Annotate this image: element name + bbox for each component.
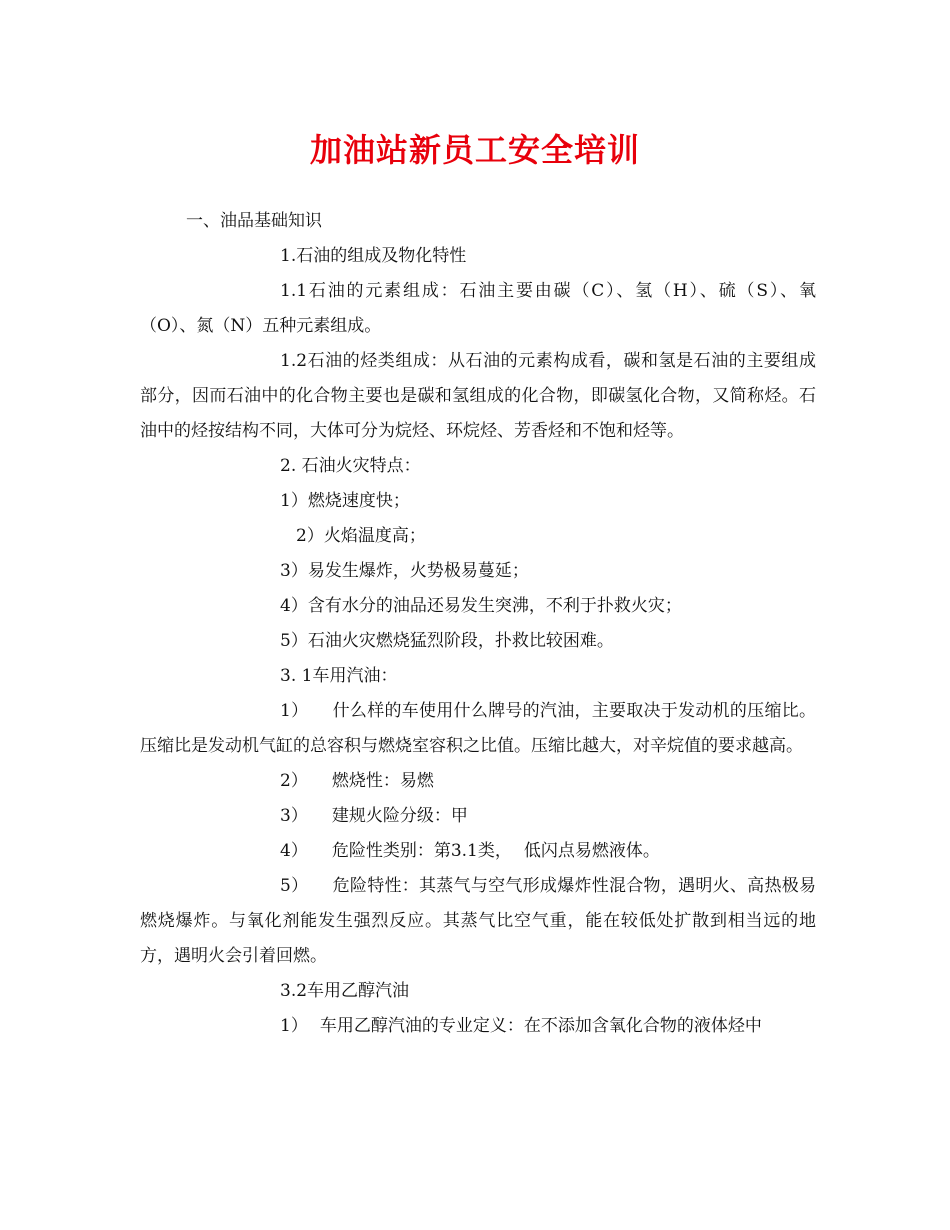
list-number: 1）	[280, 1016, 308, 1036]
list-item: 2）火焰温度高；	[296, 526, 426, 546]
paragraph-1-2: 1.2石油的烃类组成：从石油的元素构成看，碳和氢是石油的主要组成部分，因而石油中的化合物主要也是碳和氢组成的化合物，即碳氢化合物，又简称烃。石油中的烃按结构不同，大体可分为烷烃、环烷烃、芳香烃和不饱和烃等。	[140, 351, 816, 441]
paragraph-1-1: 1.1石油的元素组成：石油主要由碳（C）、氢（H）、硫（S）、氧（O）、氮（N）五种元素组成。	[140, 281, 816, 336]
list-item	[140, 834, 816, 869]
list-number: 3）	[280, 806, 308, 826]
list-item	[140, 1009, 816, 1044]
list-item: 4）含有水分的油品还易发生突沸，不利于扑救火灾；	[280, 596, 682, 616]
list-number: 2）	[280, 771, 308, 791]
list-item: 3）易发生爆炸，火势极易蔓延；	[280, 561, 529, 581]
list-number: 1）	[280, 701, 309, 721]
subsection-heading-3-2: 3.2车用乙醇汽油	[280, 981, 410, 1001]
document-title: 加油站新员工安全培训	[309, 131, 640, 169]
list-item: 1）燃烧速度快；	[280, 491, 410, 511]
list-item	[140, 694, 816, 764]
subsection-heading-2: 2. 石油火灾特点：	[280, 456, 421, 476]
subsection-heading-3-1: 3. 1车用汽油：	[280, 666, 398, 686]
list-number: 5）	[280, 876, 309, 896]
list-item	[140, 764, 816, 799]
list-number: 4）	[280, 841, 308, 861]
list-text: 车用乙醇汽油的专业定义：在不添加含氧化合物的液体烃中	[319, 1016, 762, 1036]
list-text: 燃烧性：易燃	[331, 771, 434, 791]
list-text: 低闪点易燃液体。	[523, 841, 660, 861]
list-text: 危险性类别：第3.1类，	[331, 841, 512, 861]
list-item: 5）石油火灾燃烧猛烈阶段，扑救比较困难。	[280, 631, 614, 651]
list-item	[140, 799, 816, 834]
list-text: 建规火险分级：甲	[331, 806, 468, 826]
list-item	[140, 869, 816, 974]
document-body	[140, 204, 816, 1044]
section-heading: 一、油品基础知识	[186, 211, 322, 231]
subsection-heading: 1.石油的组成及物化特性	[280, 246, 467, 266]
list-text: 危险特性：其蒸气与空气形成爆炸性混合物，遇明火、高热极易燃烧爆炸。与氧化剂能发生强烈反应。其蒸气比空气重，能在较低处扩散到相当远的地方，遇明火会引着回燃。	[140, 876, 817, 966]
list-text: 什么样的车使用什么牌号的汽油，主要取决于发动机的压缩比。压缩比是发动机气缸的总容积与燃烧室容积之比值。压缩比越大，对辛烷值的要求越高。	[140, 701, 817, 756]
